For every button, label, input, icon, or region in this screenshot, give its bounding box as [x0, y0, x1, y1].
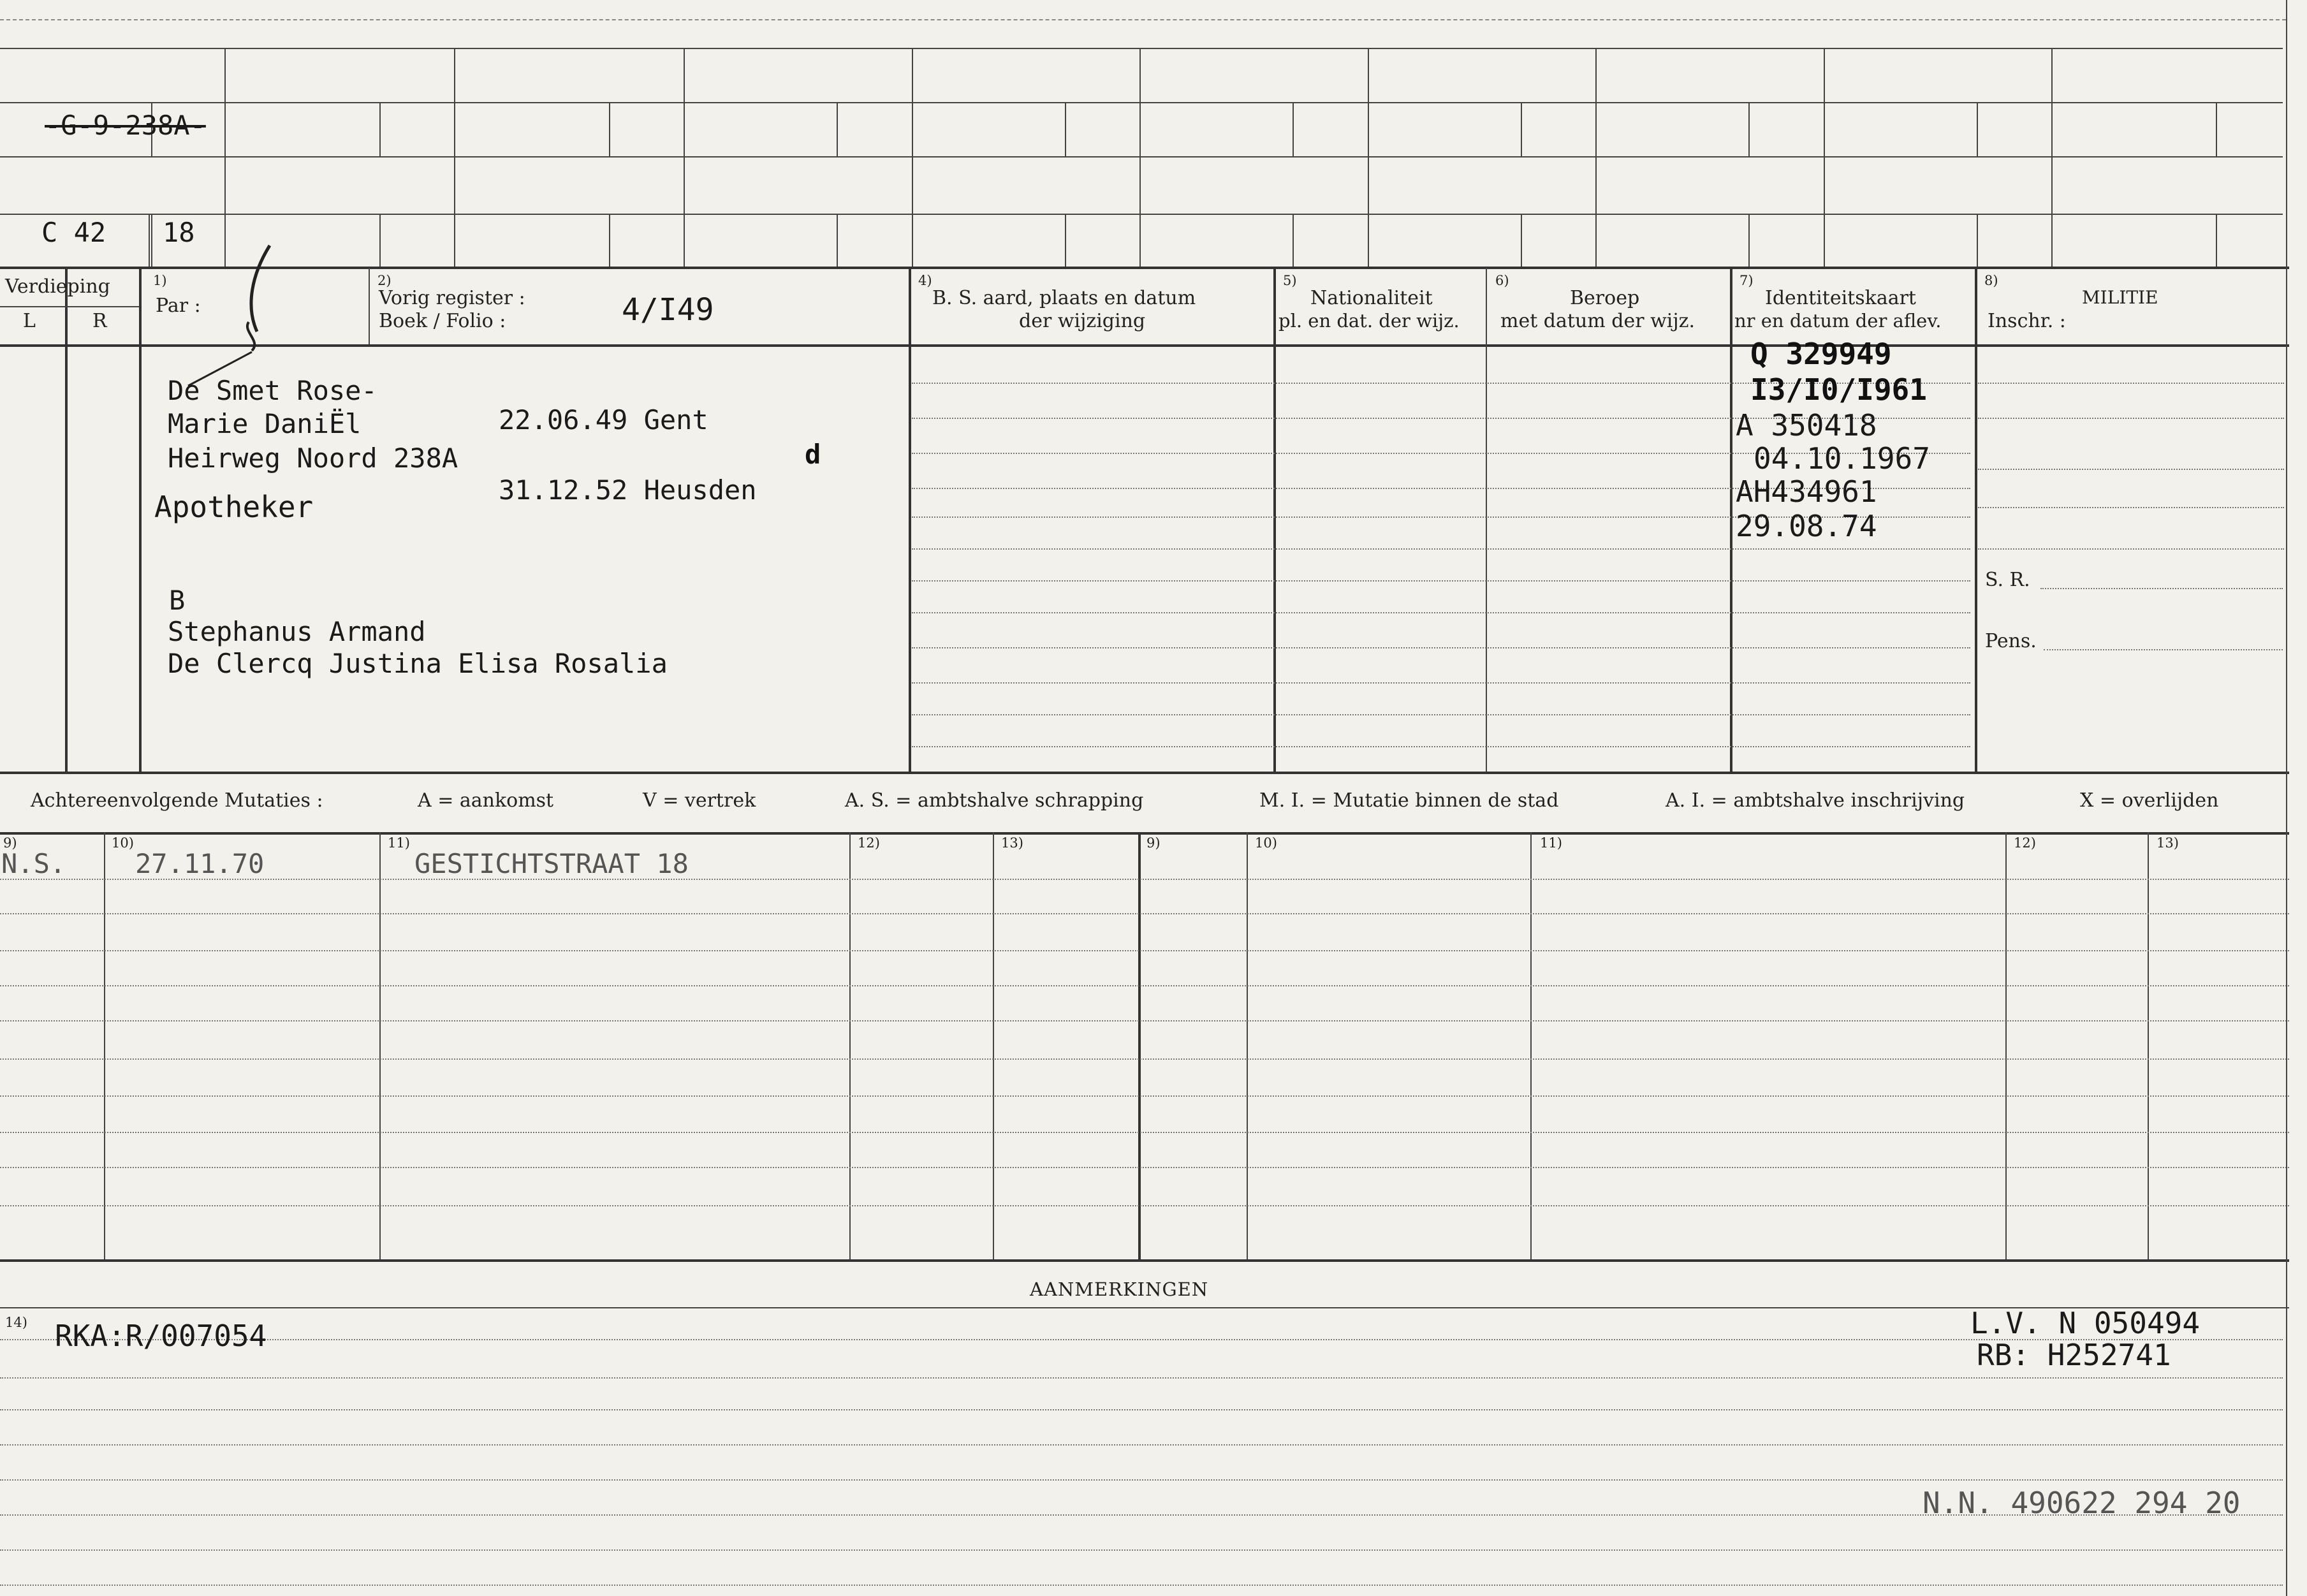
col-l-label: L [23, 310, 36, 332]
person-occupation: Apotheker [154, 490, 314, 524]
remarks-lv: L.V. N 050494 [1970, 1306, 2201, 1340]
id-card-3: AH434961 [1736, 474, 1877, 509]
pens-label: Pens. [1985, 630, 2037, 652]
id-card-1-date: I3/I0/I961 [1750, 372, 1927, 407]
mut-col-9b: 9) [1146, 835, 1161, 851]
mutation-row-1-address: GESTICHTSTRAAT 18 [414, 848, 689, 879]
mut-col-13: 13) [1001, 835, 1023, 851]
note-14: 14) [5, 1315, 27, 1330]
lr-divider [65, 268, 68, 772]
legend-v: V = vertrek [643, 789, 756, 812]
remarks-top-rule [0, 1307, 2289, 1308]
legend-a: A = aankomst [418, 789, 554, 812]
verdieping-label: Verdieping [5, 275, 110, 298]
person-address: Heirweg Noord 238A [168, 443, 458, 474]
note-1: 1) [153, 273, 167, 288]
remarks-rka: RKA:R/007054 [55, 1319, 267, 1353]
sr-label: S. R. [1985, 569, 2030, 591]
nationaliteit-header-1: Nationaliteit [1310, 287, 1433, 309]
id-header-2: nr en datum der aflev. [1734, 310, 1942, 332]
note-7: 7) [1739, 273, 1754, 288]
header-bottom-rule [0, 344, 2289, 347]
legend-ai: A. I. = ambtshalve inschrijving [1666, 789, 1965, 812]
note-4: 4) [918, 273, 932, 288]
legend-as: A. S. = ambtshalve schrapping [845, 789, 1144, 812]
code-number: 18 [163, 217, 195, 248]
id-card-1: Q 329949 [1750, 337, 1892, 371]
vorig-register-label: Vorig register : [379, 287, 525, 309]
militie-header: MILITIE [2082, 287, 2158, 308]
mut-col-10b: 10) [1255, 835, 1277, 851]
id-header-1: Identiteitskaart [1765, 287, 1916, 309]
legend-x: X = overlijden [2080, 789, 2219, 812]
person-name-line1: De Smet Rose- [168, 375, 377, 406]
remarks-nn: N.N. 490622 294 20 [1923, 1486, 2241, 1520]
par-label: Par : [156, 295, 201, 317]
bs-header-2: der wijziging [1019, 310, 1146, 332]
person-birth: 22.06.49 Gent [499, 404, 708, 436]
par-hand-mark-icon [182, 236, 290, 389]
legend-mi: M. I. = Mutatie binnen de stad [1259, 789, 1559, 812]
mother-name: De Clercq Justina Elisa Rosalia [168, 648, 668, 679]
beroep-header-2: met datum der wijz. [1500, 310, 1695, 332]
note-5: 5) [1283, 273, 1297, 288]
note-2: 2) [377, 273, 392, 288]
mut-col-13b: 13) [2157, 835, 2179, 851]
top-edge-rule [0, 19, 2286, 20]
mut-col-11b: 11) [1540, 835, 1562, 851]
bs-header-1: B. S. aard, plaats en datum [932, 287, 1196, 309]
person-name-line2: Marie DaniËl [168, 408, 362, 439]
remarks-title: AANMERKINGEN [1030, 1278, 1209, 1300]
person-mark: d [805, 439, 821, 470]
mut-col-12: 12) [858, 835, 880, 851]
mutations-top-rule [0, 832, 2289, 835]
col-r-label: R [92, 310, 107, 332]
body-bottom-rule [0, 772, 2289, 774]
mut-col-11: 11) [388, 835, 410, 851]
id-card-2: A 350418 [1736, 408, 1877, 443]
boek-folio-value: 4/I49 [622, 292, 714, 328]
code: C 42 [41, 217, 106, 248]
mutations-legend-title: Achtereenvolgende Mutaties : [31, 789, 323, 812]
nationaliteit-header-2: pl. en dat. der wijz. [1278, 310, 1460, 332]
id-card-2-date: 04.10.1967 [1754, 441, 1930, 476]
mut-col-12b: 12) [2014, 835, 2036, 851]
mutation-row-1-code: N.S. [1, 848, 66, 879]
remarks-rb: RB: H252741 [1977, 1338, 2171, 1372]
mut-col-9: 9) [3, 835, 17, 851]
mutation-row-1-date: 27.11.70 [135, 848, 265, 879]
note-8: 8) [1984, 273, 1998, 288]
boek-folio-label: Boek / Folio : [379, 310, 506, 332]
father-name: Stephanus Armand [168, 616, 426, 647]
mutations-bottom-rule [0, 1259, 2289, 1262]
inschr-label: Inschr. : [1988, 310, 2066, 332]
mut-col-10: 10) [112, 835, 134, 851]
beroep-header-1: Beroep [1570, 287, 1640, 309]
b-mark: B [169, 585, 186, 616]
right-edge-rule [2286, 0, 2287, 1596]
person-arrival: 31.12.52 Heusden [499, 474, 757, 506]
note-6: 6) [1495, 273, 1509, 288]
crossed-code: -G-9-238A- [45, 110, 206, 141]
id-card-3-date: 29.08.74 [1736, 509, 1877, 543]
